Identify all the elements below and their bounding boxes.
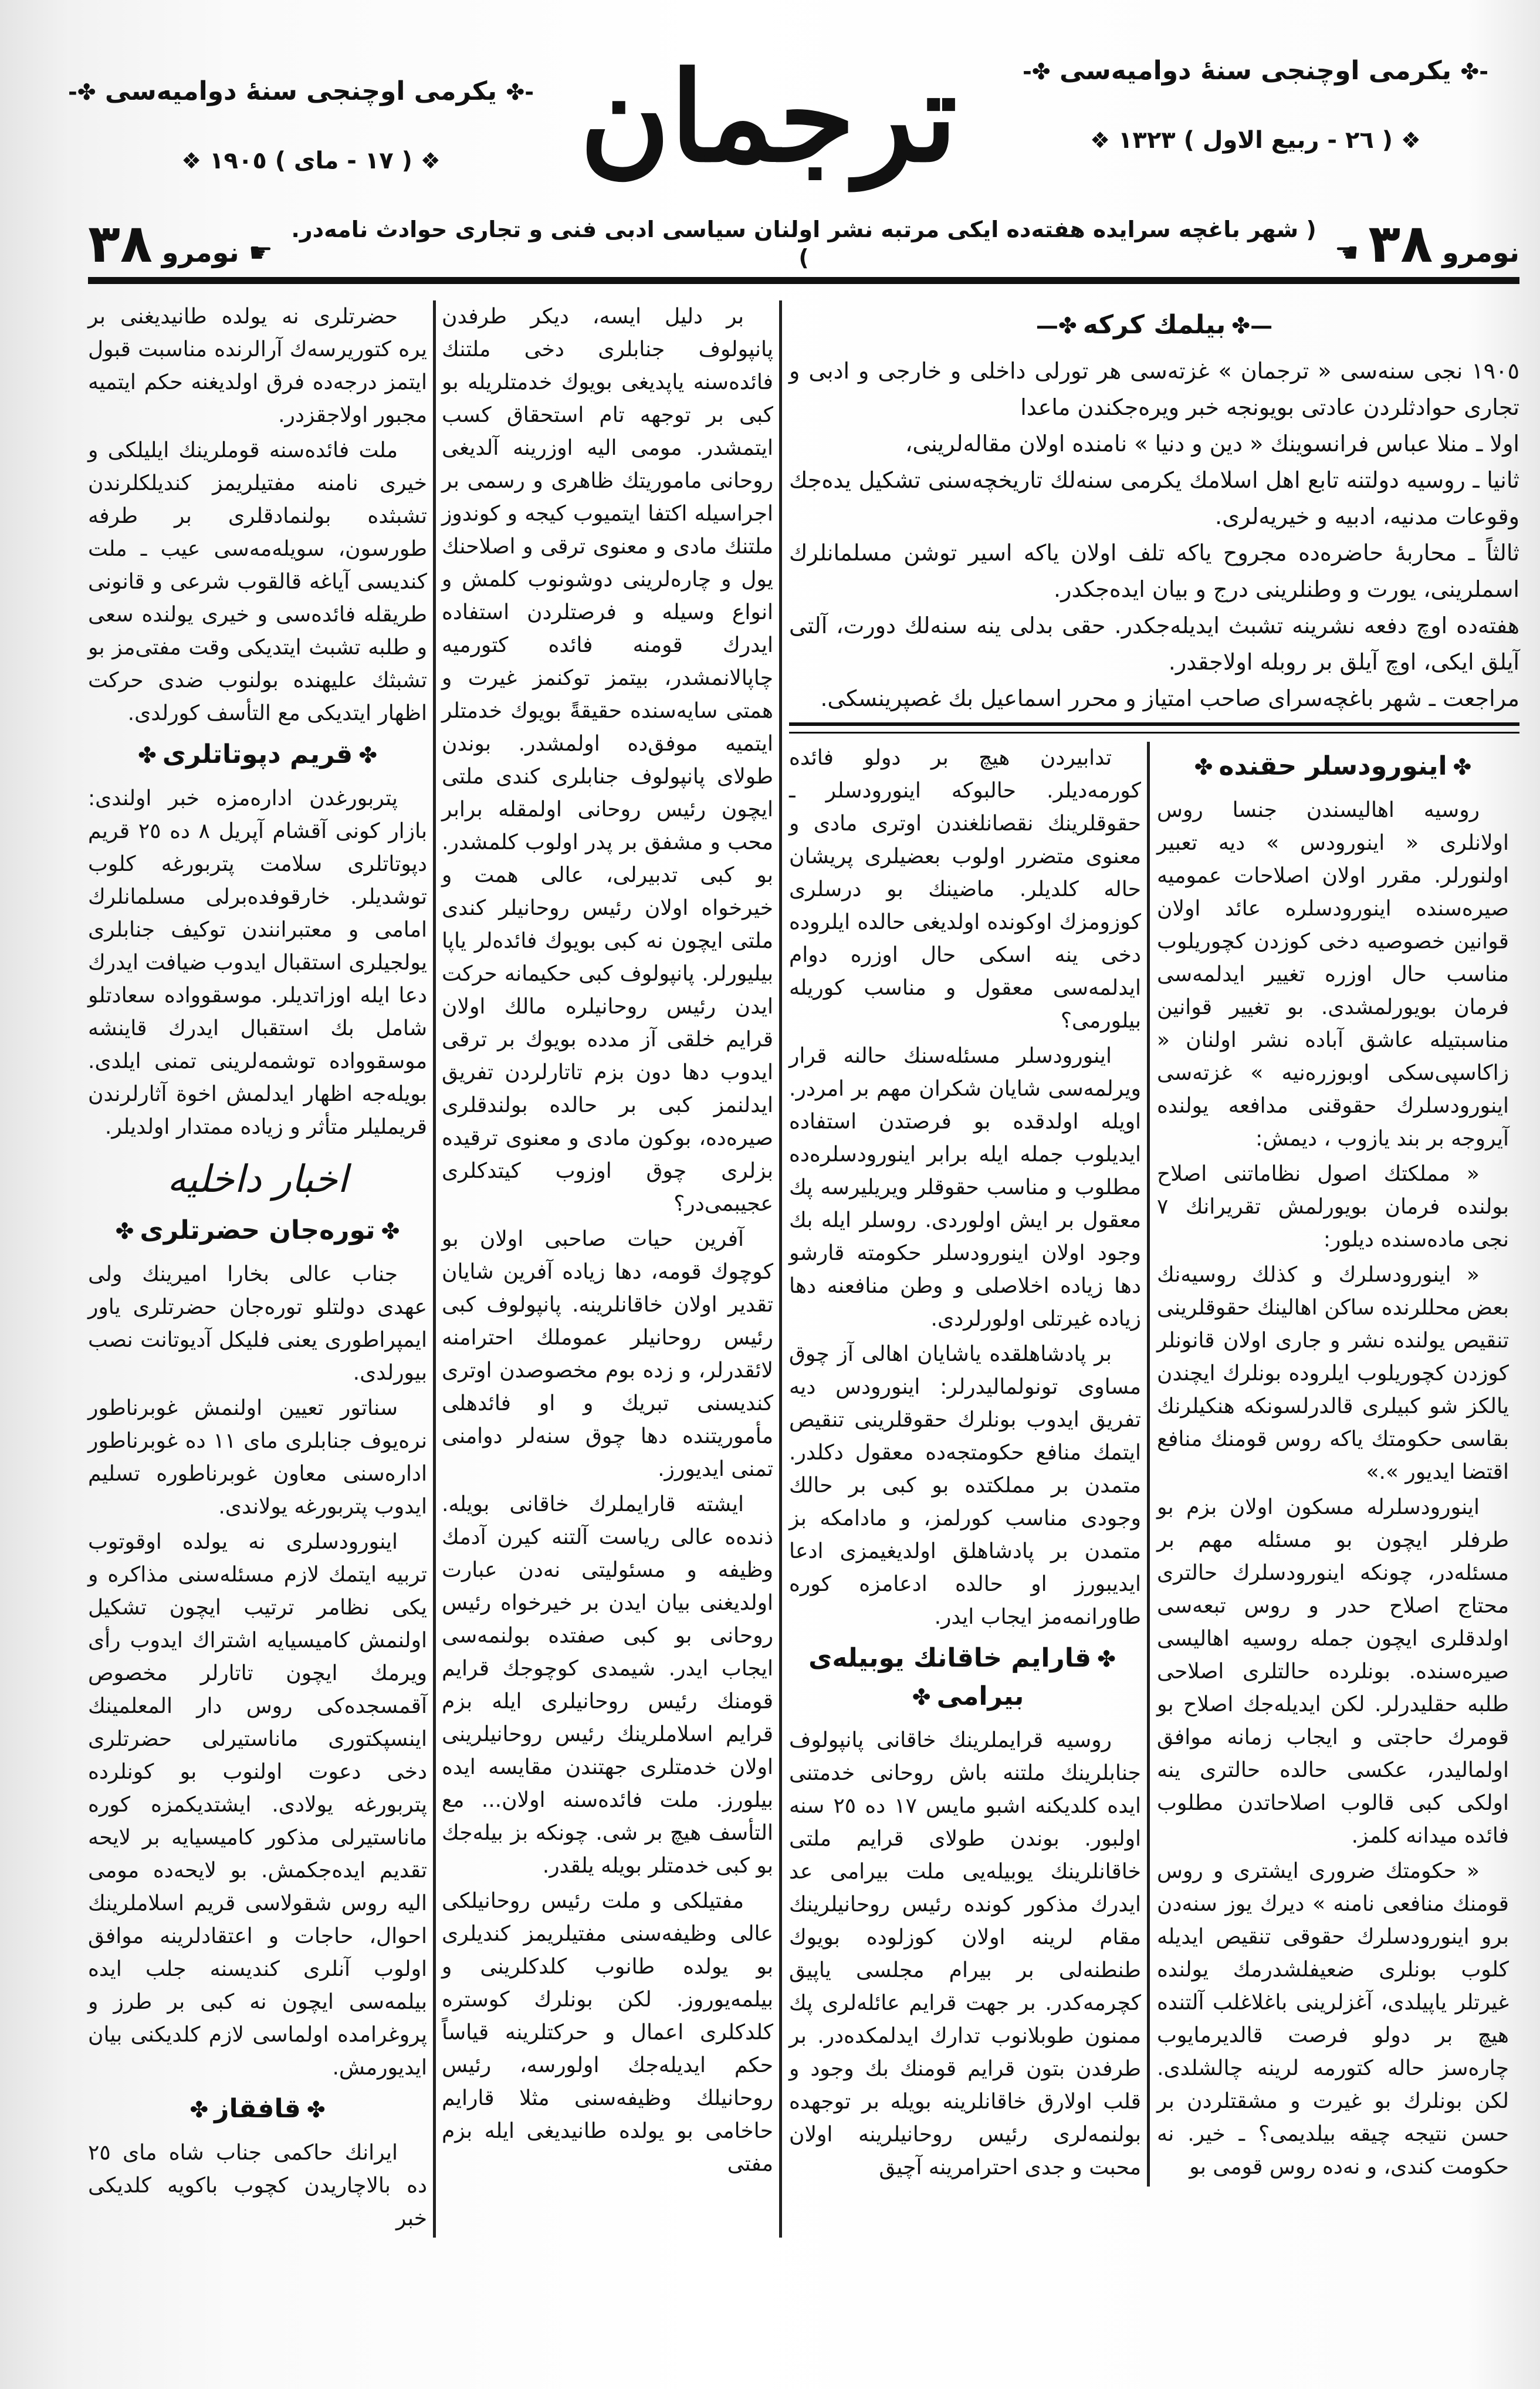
page-body	[88, 293, 1519, 2238]
column-1	[88, 300, 436, 2238]
section-heading	[88, 2090, 427, 2128]
heading-text: بيلمك كركه	[1082, 310, 1226, 340]
column-4	[1150, 742, 1509, 2187]
heading-text: قريم دپوتاتلری	[162, 739, 353, 769]
article-paragraph: بر دليل ايسه، ديكر طرفدن پانپولوف جنابلری دخی ملتنك فائده‌سنه ياپديغی بويوك خدمتلريله بو كبی بر توجهه تام استحقاق كسب ايتمشدر. مومی اليه اوزرينه آلديغی روحانی ماموريتك ظاهری و رسمی بر اجراسيله اكتفا ايتميوب كيجه و كوندوز ملتنك مادی و معنوی ترقی و اصلاحنك يول و چاره‌لرينی دوشونوب كلمش و انواع وسيله و فرصتلردن استفاده ايدرك قومنه فائده كتورميه چاپالانمشدر، بيتمز توكنمز غيرت و همتی سايه‌سنده حقيقةً بويوك خدمتلر ايتميه موفق‌ده اولمشدر. بوندن طولای پانپولوف جنابلری كندی ملتی ايچون رئيس روحانی اولمقله برابر محب و مشفق بر پدر اولوب كلمشدر. بو كبی تدبيرلی، عالی همت و خيرخواه اولان رئيس روحانيلر كندی ملتی ايچون نه كبی بويوك فائده‌لر ياپا بيليورلر. پانپولوف كبی حكيمانه حركت ايدن رئيس روحانيلره مالك اولان قرايم خلقی آز مدده بويوك بر ترقی ايدوب دها دون بزم تاتارلردن تفريق ايدلنمز كبی بر حالده بولندقلری صيره‌ده، بوكون مادی و معنوی ترقيده بزلری چوق اوزوب كيتدكلری عجيبمی‌در؟	[442, 305, 773, 1216]
article-paragraph: مفتيلكی و ملت رئيس روحانيلكی عالی وظيفه‌سنی مفتيلريمز كنديلری بو يولده طانوب كلدكلرينی و بيلمه‌يوروز. لكن بونلرك كوستره كلدكلری اعمال و حركتلرينه قياساً حكم ايديله‌جك اولورسه، رئيس روحانيلك وظيفه‌سنی مثلا قارايم حاخامی بو يولده طانيديغی ايله بزم مفتی	[442, 1889, 773, 2176]
ornament-icon: ✤-	[1022, 59, 1051, 85]
year-line: يكرمی اوچنجی سنهٔ دواميه‌سی	[104, 76, 497, 106]
section-heading	[1157, 748, 1509, 786]
ornament-icon: ❖	[1400, 127, 1421, 153]
issue-line	[88, 214, 1519, 273]
article-paragraph: آفرين حيات صاحبی اولان بو كوچوك قومه، دها زياده آفرين شايان تقدير اولان خاقانلرينه. پانپولوف كبی رئيس روحانيلر عموملك احترامنه لائقدرلر، و زده بوم مخصوصدن اوتری كنديسنی تبريك و او فائدهلی مأموريتنده دها چوق سنه‌لر دوامنی تمنی ايديورز.	[442, 1227, 773, 1481]
article-paragraph: تدابيردن هيچ بر دولو فائده كورمه‌ديلر. حالبوكه اينورودسلر ـ حقوقلرينك نقصانلغندن اوتری مادی و معنوی متضرر اولوب بعضيلری پريشان حاله كلديلر. ماضينك بو درسلری كوزومزك اوكونده اولديغی حالده ايلروده دخی ينه اسكی حال اوزره دوام ايدلمه‌سی معقول و مناسب كوريله بيلورمی؟	[789, 746, 1141, 1033]
heading-text: اينورودسلر حقنده	[1219, 751, 1447, 781]
masthead-left-info	[67, 76, 534, 174]
announcement-paragraph: اولا ـ منلا عباس فرانسوينك « دين و دنيا » نامنده اولان مقاله‌لرينی،	[905, 431, 1519, 457]
hijri-date: ( ٢٦ - ربيع الاول ) ١٣٢٣	[1118, 127, 1393, 154]
column-3	[789, 742, 1150, 2187]
ornament-icon: -✤	[1460, 59, 1489, 85]
ornament-icon: ❖	[420, 148, 441, 174]
article-paragraph: اينورودسلر مسئله‌سنك حالنه قرار ويرلمه‌سی شايان شكران مهم بر امردر. اويله اولدقده بو فرصتدن استفاده ايديلوب جمله ايله برابر اينورودسلره‌ده مطلوب و مناسب حقوقلر ويريليرسه پك معقول بر ايش اولوردی. روسلر ايله بك وجود اولان اينورودسلر حكومته قارشو دها زياده اخلاصلی و وطن منافعنه دها زياده غيرتلی اولورلردی.	[789, 1044, 1141, 1331]
ornament-icon: ✤	[306, 2097, 326, 2123]
year-line: يكرمی اوچنجی سنهٔ دواميه‌سی	[1059, 56, 1452, 86]
article-paragraph: سناتور تعيين اولنمش غوبرناطور نره‌يوف جنابلری مای ١١ ده غوبرناطور اداره‌سنی معاون غوبرناطوره تسليم ايدوب پتربورغه يولاندی.	[88, 1396, 427, 1519]
hand-pointer-icon: ☚	[1335, 236, 1359, 268]
section-heading	[789, 1640, 1141, 1716]
ornament-icon: ✤	[137, 742, 157, 768]
ornament-icon: ❖	[181, 148, 202, 174]
issue-label: نومرو	[161, 236, 239, 268]
announcement-paragraph: مراجعت ـ شهر باغچه‌سرای صاحب امتياز و محرر اسماعيل بك غصپرينسكی.	[820, 685, 1519, 711]
announcement-paragraph: ثانيا ـ روسيه دولتنه تابع اهل اسلامك يكرمی سنه‌لك تاريخچه‌سنی تشكيل يده‌جك وقوعات مدنيه، ادبيه و خيريه‌لری.	[789, 467, 1519, 529]
ornament-icon: ✤-	[67, 79, 96, 105]
masthead	[0, 0, 1540, 293]
masthead-right-info	[997, 56, 1514, 154]
ornament-icon: -✤	[506, 79, 534, 105]
article-paragraph: ايرانك حاكمی جناب شاه مای ٢٥ ده بالاچاريدن كچوب باكويه كلديكی خبر	[88, 2141, 427, 2231]
article-paragraph: « مملكتك اصول نظاماتنی اصلاح بولنده فرمان بويورلمش تقريرانك ٧ نجی ماده‌سنده ديلور:	[1157, 1162, 1509, 1252]
gregorian-date: ( ١٧ - مای ) ١٩٠٥	[209, 147, 412, 174]
ornament-icon: —✤	[1231, 313, 1273, 339]
article-paragraph: ملت فائده‌سنه قوملرينك ايليلكی و خيری نامنه مفتيلريمز كنديلكلرندن تشبثده بولنمادقلری بر طرفه طورسون، سويله‌مه‌سی عيب ـ ملت كنديسی آياغه قالقوب شرعی و قانونی طريقله فائده‌سی و خيری يولنده سعی و طلبه تشبث ايتديكی وقت مفتی‌مز بو تشبثك عليهنده بولنوب ضدی حركت اظهار ايتديكی مع التأسف كورلدی.	[88, 438, 427, 725]
heading-text: توره‌جان حضرتلری	[140, 1215, 375, 1245]
section-heading	[88, 736, 427, 774]
article-paragraph: پتربورغدن اداره‌مزه خبر اولندی: بازار كونی آقشام آپريل ٨ ده ٢٥ قريم دپوتاتلری سلامت پتربورغه كلوب توشديلر. خارقوفده‌برلی مسلمانلرك امامی و معتبرانندن توكيف جنابلری يولجيلری استقبال ايدوب ضيافت ايدرك دعا ايله اوزاتديلر. موسقوواده سعادتلو شامل بك استقبال ايدرك قاينشه موسقوواده توشمه‌لرينی تمنی ايلدی. بويله‌جه اظهار ايدلمش اخوة آثارلرندن قريمليلر متأثر و زياده ممتدار اولديلر.	[88, 786, 428, 1139]
article-paragraph: اينورودسلرله مسكون اولان بزم بو طرفلر ايچون بو مسئله مهم بر مسئله‌در، چونكه اينورودسلرك حالتری محتاج اصلاح حدر و روس تبعه‌سی اولدقلری ايچون جمله روسيه اهاليسی صيره‌سنده. بونلرده حالتلری اصلاحی طلبه حقليدرلر. لكن ايديله‌جك اصلاح بو قومرك حاجتی و ايجاب زمانه موافق اولماليدر، عكسی حالده حالتری ينه اولكی كبی قالوب اصلاحاتدن مطلوب فائده ميدانه كلمز.	[1157, 1495, 1509, 1848]
article-paragraph: بر پادشاهلقده ياشايان اهالی آز چوق مساوی تونولماليدرلر: اينورودس ديه تفريق ايدوب بونلرك حقوقلرينی تنقيص ايتمك منافع حكومتجه‌ده معقول دكلدر. متمدن بر مملكتده بو كبی بر حالك وجودی مناسب كورلمز، و مادامكه بز متمدن بر پادشاهلق اولديغيمزی ادعا ايديبورز او حالده ادعامزه كوره طاورانمه‌مز ايجاب ايدر.	[789, 1342, 1141, 1629]
ornament-icon: ✤	[912, 1684, 931, 1710]
announcement-rule	[789, 722, 1519, 734]
ornament-icon: ✤	[358, 742, 378, 768]
announcement-box	[789, 300, 1519, 717]
issue-number: ٣٨	[88, 212, 153, 275]
right-area	[782, 300, 1519, 2238]
issue-number: ٣٨	[1368, 212, 1433, 275]
ornament-icon: ❖	[1089, 127, 1111, 153]
article-paragraph: اينورودسلری نه يولده اوقوتوب تربيه ايتمك لازم مسئله‌سنی مذاكره و يكی نظامر ترتيب ايچون تشكيل اولنمش كاميسيايه اشتراك ايدوب رأی ويرمك ايچون تاتارلر مخصوص آقمسجده‌كی روس دار المعلمينك اينسپكتوری ماناستيرلی حضرتلری دخی دعوت اولنوب بو كونلرده پتربورغه يولادی. ايشتديكمزه كوره ماناستيرلی مذكور كاميسيايه بر لايحه تقديم ايده‌جكمش. بو لايحه‌ده مومی اليه روس شقولاسی قريم اسلاملرينك احوال، حاجات و اعتقادلرينه موافق اولوب آنلری كنديسنه جلب ايده بيلمه‌سی ايچون نه كبی بر طرز و پروغرامده اولماسی لازم كلديكنی بيان ايديورمش.	[88, 1530, 427, 2080]
article-paragraph: حضرتلری نه يولده طانيديغنی بر يره كتوريرسه‌ك آرالرنده مناسبت قبول ايتمز درجه‌ده فرق اولديغنه حكم ايتميه مجبور اولاجقزدر.	[88, 305, 427, 427]
announcement-paragraph: هفته‌ده اوچ دفعه نشرينه تشبث ايديله‌جكدر. حقی بدلی ينه سنه‌لك دورت، آلتی آيلق ايكی، اوچ آيلق بر روبله اولاجقدر.	[789, 613, 1519, 675]
newspaper-title: ترجمان	[580, 45, 957, 190]
ornament-icon: ✤	[189, 2097, 209, 2123]
ornament-icon: ✤—	[1035, 313, 1077, 339]
article-paragraph: روسيه اهاليسندن جنسا روس اولانلری « اينورودس » ديه تعبير اولنورلر. مقرر اولان اصلاحات عموميه صيره‌سنده اينورودسلره عائد اولان قوانين خصوصيه دخی كوزدن كچوريلوب مناسب حال اوزره تغيير ايدلمه‌سی فرمان بويورلمشدی. بو تغيير قوانين مناسبتيله عاشق آباده نشر اولنان « زاكاسپی‌سكی اوبوزره‌نيه » غزته‌سی اينورودسلرك حقوقنی مدافعه يولنده آيروجه بر بند يازوب ، ديمش:	[1157, 798, 1509, 1151]
announcement-paragraph: ثالثاً ـ محاربهٔ حاضره‌ده مجروح ياكه تلف اولان ياكه اسير توشن مسلمانلرك اسملرينی، يورت و وطنلرينی درج و بيان ايده‌جكدر.	[789, 540, 1519, 602]
announcement-paragraph: ١٩٠٥ نجی سنه‌سی « ترجمان » غزته‌سی هر تورلی داخلی و خارجی و ادبی و تجاری حوادثلردن عادتی بويونجه خبر ويره‌جكندن ماعدا	[789, 358, 1519, 420]
article-paragraph: « اينورودسلرك و كذلك روسيه‌نك بعض محللرنده ساكن اهالينك حقوقلرينی تنقيص يولنده نشر و جاری اولان قانونلر كوزدن كچوريلوب ايلروده بونلرك ايچندن يالكز شو كبيلری قالدرلسونكه هنكيلرنك بقاسی حكومتك ياكه روس قومنك منافع اقتضا ايديور ».»	[1157, 1263, 1509, 1484]
section-title-calligraphy: اخبار داخليه	[167, 1158, 348, 1201]
ornament-icon: ✤	[1194, 754, 1213, 780]
header-rule	[88, 277, 1519, 284]
newspaper-subtitle: ( شهر باغچه سرايده هفته‌ده ايكی مرتبه نشر اولنان سياسی ادبی فنی و تجاری حوادث نامه‌در. )	[291, 217, 1316, 271]
article-paragraph: « حكومتك ضروری ايشتری و روس قومنك منافعی نامنه » ديرك يوز سنه‌دن برو اينورودسلرك حقوقی تنقيص ايديله كلوب بونلری ضعيفلشدرمك يولنده غيرتلر ياپيلدی، آغزلرينی باغلاغلب آلتنده هيچ بر دولو فرصت قالديرمايوب چاره‌سز حاله كتورمه لرينه چالشلدی. لكن بونلرك بو غيرت و مشقتلردن بر حسن نتيجه چيقه بيلديمی؟ ـ خير. نه حكومت كندی، و نه‌ده روس قومی بو	[1157, 1859, 1509, 2179]
article-paragraph: جناب عالی بخارا اميرينك ولی عهدی دولتلو توره‌جان حضرتلری ياور ايمپراطوری يعنی فليكل آديوتانت نصب بيورلدی.	[88, 1262, 427, 1385]
article-paragraph: ايشته قارايملرك خاقانی بويله. ذنده‌ه عالی رياست آلتنه كيرن آدمك وظيفه و مسئوليتی نه‌دن عبارت اولديغنی بيان ايدن بر خيرخواه رئيس روحانی بو كبی صفتده بولنمه‌سی ايجاب ايدر. شيمدی كوچوجك قرايم قومنك رئيس روحانيلری ايله بزم قرايم اسلاملرينك رئيس روحانيلرينی اولان خدمتلری جهتندن مقايسه ايده بيلورز. ملت فائده‌سنه اولان... مع التأسف هيچ بر شی. چونكه بز بيله‌جك بو كبی خدمتلر بويله يلقدر.	[442, 1492, 773, 1878]
ornament-icon: ✤	[381, 1218, 400, 1244]
issue-label: نومرو	[1442, 236, 1519, 268]
ornament-icon: ✤	[1453, 754, 1472, 780]
article-paragraph: روسيه قرايملرينك خاقانی پانپولوف جنابلرينك ملتنه باش روحانی خدمتنی ايده كلديكنه اشبو مايس ١٧ ده ٢٥ سنه اولبور. بوندن طولای قرايم ملتی خاقانلرينك يوبيله‌يی ملت بيرامی عد ايدرك مذكور كونده رئيس روحانيلرينك مقام لرينه اولان كوزلوده بويوك طنطنه‌لی بر بيرام مجلسی ياپيق كچرمه‌كدر. بر جهت قرايم عائله‌لری پك ممنون طوبلانوب تدارك ايدلمكده‌در. بر طرفدن بتون قرايم قومنك بك وجود و قلب اولارق خاقانلرينه بويله بر توجهده بولنمه‌لری رئيس روحانيلرينه اولان محبت و جدی احترامرينه آچيق	[789, 1728, 1141, 2180]
issue-number-right	[1335, 213, 1519, 275]
lower-columns	[789, 742, 1519, 2187]
heading-text: قافقاز	[214, 2094, 301, 2124]
ornament-icon: ✤	[1097, 1646, 1116, 1672]
hand-pointer-icon: ☛	[248, 236, 273, 268]
column-2	[436, 300, 782, 2238]
issue-number-left	[88, 213, 273, 275]
heading-text: قارايم خاقانك يوبيله‌ى بيرامی	[808, 1643, 1092, 1711]
ornament-icon: ✤	[115, 1218, 134, 1244]
section-heading	[88, 1212, 427, 1250]
announcement-heading	[789, 306, 1519, 344]
